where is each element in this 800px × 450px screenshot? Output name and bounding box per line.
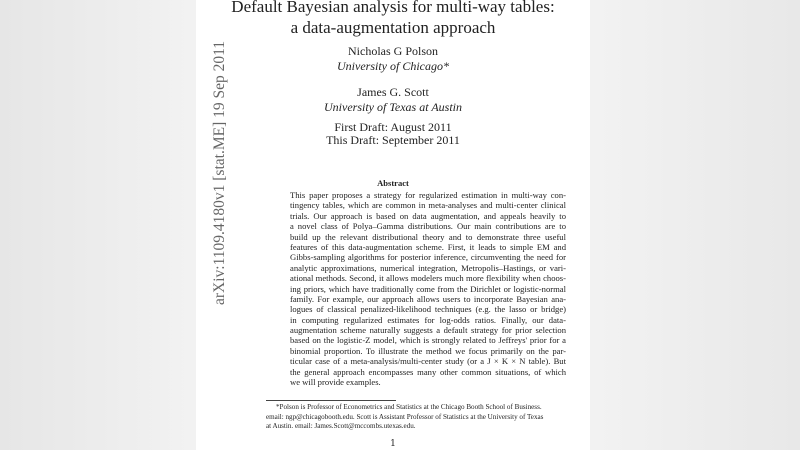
author-affiliation: University of Texas at Austin [324, 100, 462, 114]
abstract-line: ational methods. Second, it allows modelers much more flexibility when choos- [290, 273, 566, 284]
abstract-line: family. For example, our approach allows users to incorporate Bayesian ana- [290, 293, 566, 304]
abstract-line: a novel class of Polya–Gamma distributions. Our main contributions are to [290, 221, 566, 232]
abstract-line: ing priors, which have traditionally come from the Dirichlet or logistic-normal [290, 283, 566, 294]
abstract-line: the general approach encompasses many other common situations, of which [290, 366, 566, 377]
first-draft-date: First Draft: August 2011 [334, 120, 452, 134]
abstract-line: Gibbs-sampling algorithms for posterior inference, circumventing the need for [290, 252, 566, 263]
footnote-line: email: ngp@chicagobooth.edu. Scott is Assistant Professor of Statistics at the University of Texas [266, 412, 544, 421]
abstract-line: features of this data-augmentation scheme. First, it leads to simple EM and [290, 241, 566, 252]
footnote-line: at Austin. email: James.Scott@mccombs.utexas.edu. [266, 422, 416, 431]
author-name: James G. Scott [357, 85, 429, 99]
title-line: a data-augmentation approach [290, 18, 496, 37]
abstract-line: we will provide examples. [290, 377, 381, 388]
title-line: Default Bayesian analysis for multi-way tables: [231, 0, 555, 16]
abstract-line: analytic approximations, numerical integration, Metropolis–Hastings, or vari- [290, 262, 566, 273]
author-name: Nicholas G Polson [348, 44, 438, 58]
abstract-line: based on the logistic-Z model, which is strongly related to Jeffreys' prior for a [290, 335, 566, 346]
abstract-body [290, 190, 566, 387]
abstract-line: trials. Our approach is based on data augmentation, and appeals heavily to [290, 210, 566, 221]
paper-page [196, 0, 590, 450]
page-number: 1 [390, 439, 396, 449]
abstract-line: in computing regularized estimates for log-odds ratios. Finally, our data- [290, 314, 566, 325]
abstract-line: ticular case of a meta-analysis/multi-center study (or a J × K × N table). But [290, 356, 566, 367]
abstract-line: binomial proportion. To illustrate the method we focus primarily on the par- [290, 345, 566, 356]
footnote-rule [266, 400, 396, 401]
abstract-heading: Abstract [377, 178, 409, 188]
footnote-line: *Polson is Professor of Econometrics and Statistics at the Chicago Booth School of Business. [276, 403, 542, 411]
this-draft-date: This Draft: September 2011 [326, 133, 460, 147]
arxiv-stamp: arXiv:1109.4180v1 [stat.ME] 19 Sep 2011 [211, 40, 228, 305]
abstract-line: logues of classical penalized-likelihood techniques (e.g. the lasso or bridge) [290, 304, 566, 315]
paper-title [196, 0, 590, 38]
abstract-line: tingency tables, which are common in meta-analyses and multi-center clinical [290, 200, 566, 211]
abstract-line: build up the relevant distributional theory and to demonstrate three useful [290, 231, 566, 242]
author-affiliation: University of Chicago* [337, 59, 449, 73]
abstract-line: This paper proposes a strategy for regularized estimation in multi-way con- [290, 190, 566, 200]
abstract-line: augmentation scheme naturally suggests a default strategy for prior selection [290, 325, 566, 336]
footnote [266, 403, 592, 432]
